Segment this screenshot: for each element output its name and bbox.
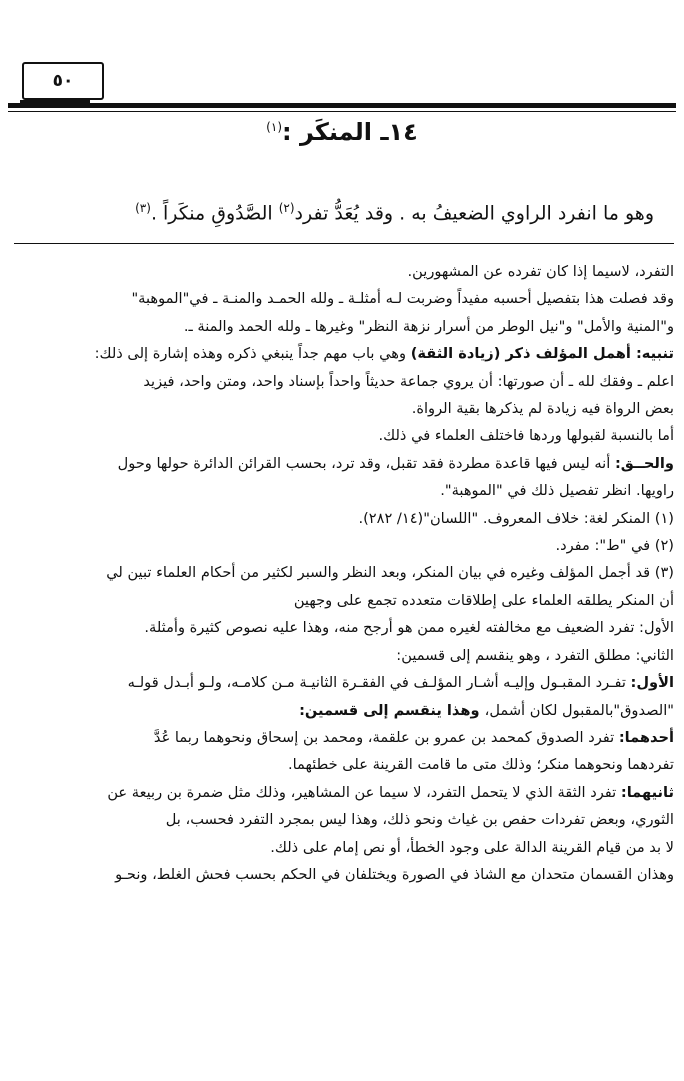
note-line: التفرد، لاسيما إذا كان تفرده عن المشهورين. — [407, 263, 674, 280]
main-text-part1: وهو ما انفرد الراوي الضعيفُ به . وقد يُعَدُّ تفرد — [294, 202, 654, 225]
note-line: الثاني: مطلق التفرد ، وهو ينقسم إلى قسمين: — [396, 646, 674, 664]
main-text — [24, 193, 654, 228]
footnote-2: (٢) في "ط": مفرد. — [555, 537, 674, 555]
note-line: تفردهما ونحوهما منكر؛ وذلك متى ما قامت القرينة على خطئهما. — [287, 756, 674, 774]
header-rule-thin — [8, 111, 676, 112]
note-text: أنه ليس فيها قاعدة مطردة فقد تقبل، وقد ترد، بحسب القرائن الدائرة حولها وحول — [117, 454, 615, 472]
main-text-part2: الصَّدُوقِ منكَراً . — [150, 202, 279, 225]
note-line — [14, 340, 674, 367]
note-line: بعض الرواة فيه زيادة لم يذكرها بقية الرواة. — [411, 400, 674, 418]
heading-text: ١٤ـ المنكَر : — [282, 118, 418, 146]
note-label: أحدهما: — [618, 728, 674, 746]
note-label: تنبيه: أهمل المؤلف ذكر (زيادة الثقة) — [410, 345, 674, 363]
note-text: "الصدوق"بالمقبول لكان أشمل، — [484, 701, 674, 719]
note-label: ثانيهما: — [620, 783, 674, 801]
note-line — [14, 669, 674, 696]
note-label: والحــق: — [614, 454, 674, 472]
note-line: الأول: تفرد الضعيف مع مخالفته لغيره ممن هو أرجح منه، وهذا عليه نصوص كثيرة وأمثلة. — [144, 619, 674, 637]
note-line: أما بالنسبة لقبولها وردها فاختلف العلماء في ذلك. — [378, 427, 674, 445]
note-line: راويها. انظر تفصيل ذلك في "الموهبة". — [440, 482, 674, 500]
page-number-box — [22, 62, 104, 100]
note-line: الثوري، وبعض تفردات حفص بن غياث ونحو ذلك، وهذا ليس بمجرد التفرد فحسب، بل — [165, 811, 674, 829]
note-line: لا بد من قيام القرينة الدالة على وجود الخطأ، أو نص إمام على ذلك. — [270, 838, 674, 856]
heading-note-ref: (١) — [266, 120, 282, 134]
page-number: ٥٠ — [52, 71, 74, 91]
note-line — [14, 450, 674, 477]
note-line: وقد فصلت هذا بتفصيل أحسبه مفيداً وضربت لـه أمثلـة ـ ولله الحمـد والمنـة ـ في"الموهبة" — [131, 290, 674, 308]
section-heading — [0, 118, 684, 146]
note-line — [14, 724, 674, 751]
footnote-1: (١) المنكر لغة: خلاف المعروف. "اللسان"(١٤/ ٢٨٢). — [358, 509, 674, 527]
footnotes-area — [14, 258, 674, 888]
footnote-separator — [14, 243, 674, 244]
note-line — [14, 697, 674, 724]
note-line: أن المنكر يطلقه العلماء على إطلاقات متعدده تجمع على وجهين — [293, 591, 674, 609]
note-line: اعلم ـ وفقك لله ـ أن صورتها: أن يروي جماعة حديثاً واحداً بإسناد واحد، ومتن واحد، فيزيد — [143, 372, 674, 390]
note-text: تفـرد المقبـول وإليـه أشـار المؤلـف في الفقـرة الثانيـة مـن كلامـه، ولـو أبـدل قولـه — [127, 674, 631, 692]
note-ref-3: (٣) — [135, 201, 151, 215]
note-line — [14, 779, 674, 806]
footnote-3: (٣) قد أجمل المؤلف وغيره في بيان المنكر، وبعد النظر والسبر لكثير من أحكام العلماء تبين لي — [106, 564, 674, 582]
note-label: وهذا ينقسم إلى قسمين: — [299, 701, 485, 719]
note-ref-2: (٢) — [278, 201, 295, 215]
note-text: تفرد الصدوق كمحمد بن عمرو بن علقمة، ومحمد بن إسحاق ونحوهما ربما عُدَّ — [153, 728, 619, 746]
note-text: وهي باب مهم جداً ينبغي ذكره وهذه إشارة إلى ذلك: — [94, 345, 411, 363]
note-text: تفرد الثقة الذي لا يتحمل التفرد، لا سيما عن المشاهير، وذلك مثل ضمرة بن ربيعة عن — [107, 783, 621, 801]
note-line: وهذان القسمان متحدان مع الشاذ في الصورة ويختلفان في الحكم بحسب فحش الغلط، ونحـو — [115, 865, 674, 883]
note-label: الأول: — [630, 674, 674, 692]
note-line: و"المنية والأمل" و"نيل الوطر من أسرار نزهة النظر" وغيرها ـ ولله الحمد والمنة ـ. — [183, 317, 674, 335]
header-rule-thick — [8, 103, 676, 108]
